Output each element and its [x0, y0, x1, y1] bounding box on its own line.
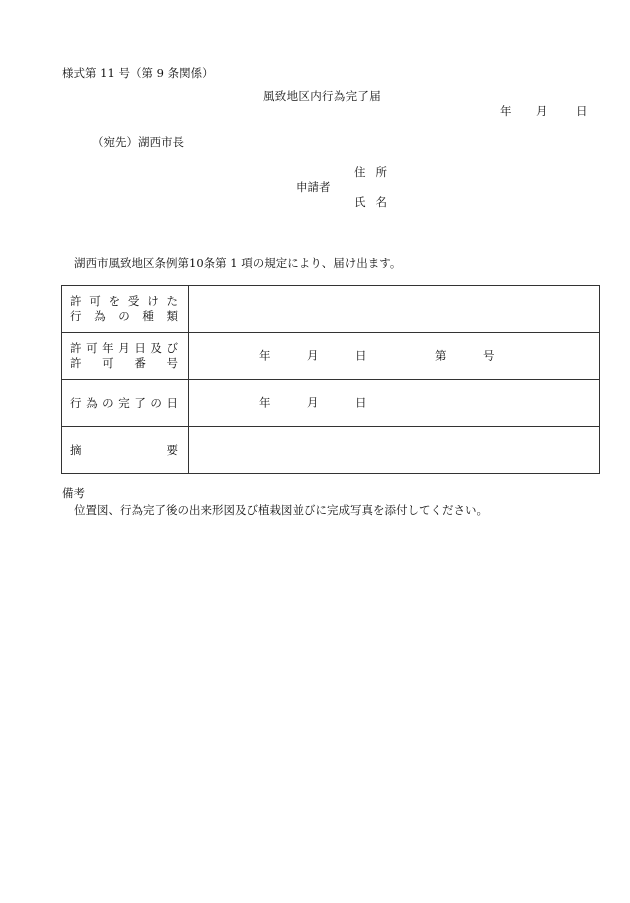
remarks-heading: 備考 — [62, 486, 85, 500]
permit-day-label: 日 — [355, 348, 367, 363]
completion-month-label: 月 — [307, 395, 319, 410]
label-line — [62, 294, 188, 309]
remarks-text: 位置図、行為完了後の出来形図及び植栽図並びに完成写真を添付してください。 — [74, 503, 488, 517]
statement-text: 湖西市風致地区条例第10条第 1 項の規定により、届け出ます。 — [74, 256, 402, 270]
summary-field[interactable] — [189, 427, 600, 474]
addressee: （宛先）湖西市長 — [92, 135, 184, 149]
label-char: 完 — [118, 395, 130, 410]
label-line — [62, 443, 188, 458]
submission-date-line — [500, 106, 588, 118]
label-line — [62, 309, 188, 324]
date-day-label: 日 — [576, 104, 588, 118]
label-char: 番 — [134, 356, 146, 370]
activity-type-field[interactable] — [189, 286, 600, 333]
label-char: 種 — [142, 309, 154, 323]
label-char: 許 — [70, 356, 82, 370]
label-char: け — [147, 294, 159, 308]
label-char: 及 — [150, 341, 162, 355]
label-char: 可 — [102, 356, 114, 370]
label-char: び — [166, 341, 178, 355]
label-char: 可 — [89, 294, 101, 308]
label-char: 年 — [102, 341, 114, 355]
label-char: 了 — [134, 395, 146, 410]
permit-number-suffix: 号 — [483, 348, 495, 363]
permit-date-number-field[interactable] — [189, 333, 600, 380]
label-char: た — [166, 294, 178, 308]
label-char: 為 — [94, 309, 106, 323]
label-char: 行 — [70, 395, 82, 410]
applicant-address-label: 住所 — [354, 165, 397, 179]
form-number: 様式第 11 号（第 9 条関係） — [62, 66, 214, 80]
label-char: 要 — [166, 442, 178, 457]
label-char: 許 — [70, 341, 82, 355]
label-char: の — [150, 395, 162, 410]
completion-day-label: 日 — [355, 395, 367, 410]
label-char: を — [108, 294, 121, 308]
label-line — [62, 341, 188, 356]
table-row-permit-date-number — [62, 333, 600, 380]
date-year-label: 年 — [500, 104, 512, 118]
label-char: 許 — [70, 294, 82, 308]
label-char: 類 — [166, 309, 178, 323]
document-title: 風致地区内行為完了届 — [263, 89, 381, 103]
label-char: の — [102, 395, 114, 410]
label-permitted-activity-type — [62, 286, 189, 333]
label-char: 受 — [127, 294, 140, 308]
label-char: 日 — [166, 395, 178, 410]
label-char: 日 — [134, 341, 146, 355]
applicant-name-label: 氏名 — [354, 195, 397, 209]
label-char: 可 — [86, 341, 98, 355]
table-row-summary — [62, 427, 600, 474]
label-completion-date — [62, 380, 189, 427]
completion-date-field[interactable] — [189, 380, 600, 427]
table-row-completion-date — [62, 380, 600, 427]
label-char: 行 — [70, 309, 82, 323]
date-month-label: 月 — [536, 104, 548, 118]
table-row-activity-type — [62, 286, 600, 333]
label-char: 号 — [166, 356, 178, 370]
permit-number-prefix: 第 — [435, 348, 447, 363]
permit-year-label: 年 — [259, 348, 271, 363]
applicant-label: 申請者 — [296, 180, 331, 194]
label-line — [62, 396, 188, 411]
completion-form-table — [61, 285, 600, 474]
label-summary — [62, 427, 189, 474]
completion-year-label: 年 — [259, 395, 271, 410]
label-line — [62, 356, 188, 371]
label-char: 為 — [86, 395, 98, 410]
permit-month-label: 月 — [307, 348, 319, 363]
label-char: 摘 — [70, 442, 82, 457]
label-char: 月 — [118, 341, 130, 355]
label-permit-date-and-number — [62, 333, 189, 380]
label-char: の — [118, 309, 130, 323]
